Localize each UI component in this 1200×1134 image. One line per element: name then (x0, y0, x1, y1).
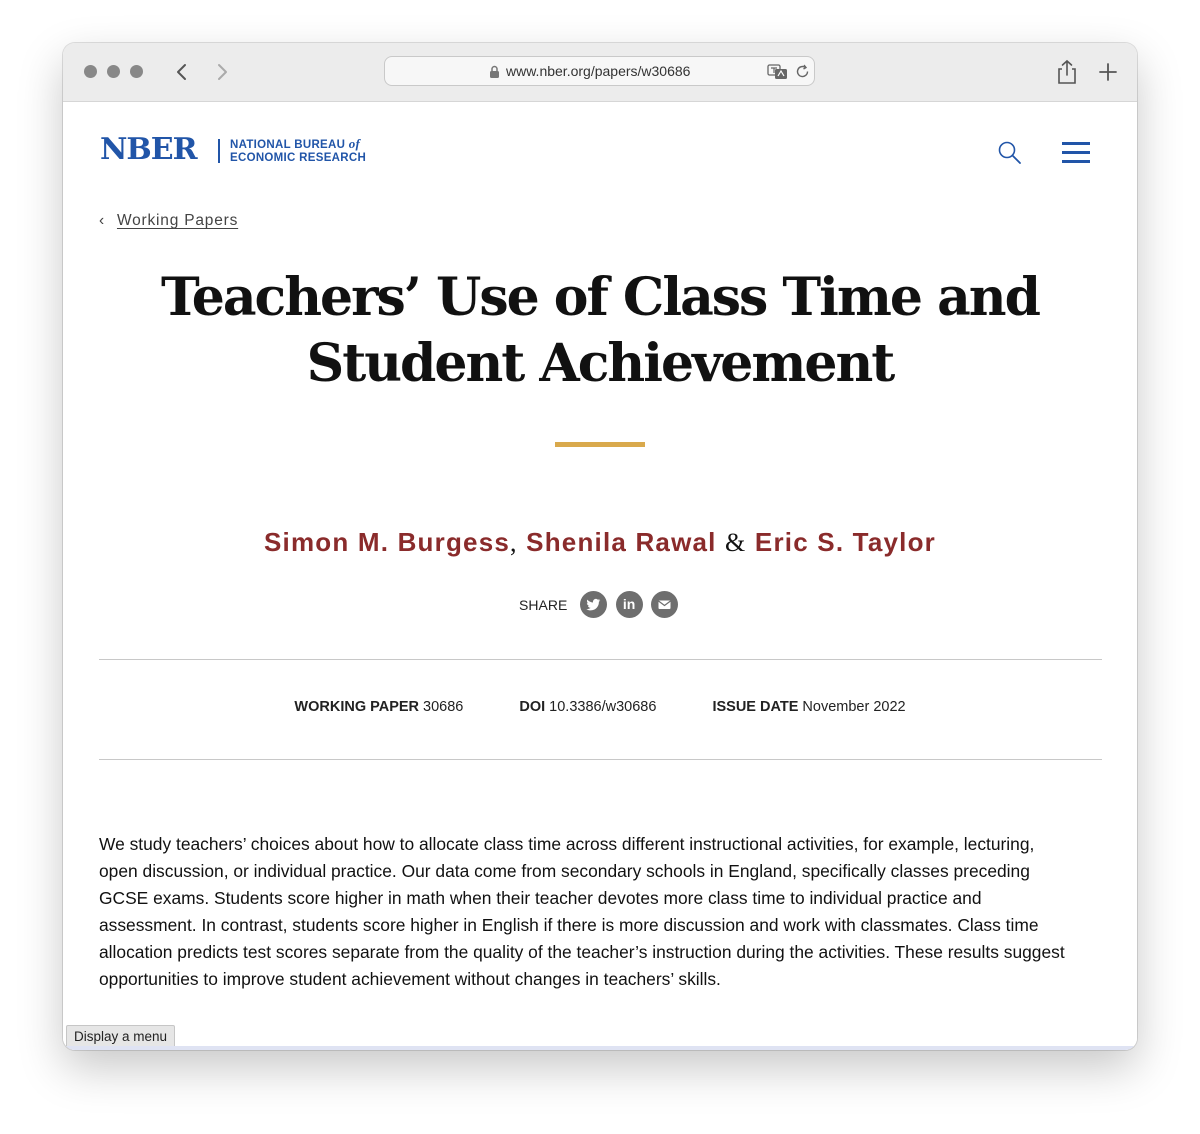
abstract-line: GCSE exams. Students score higher in math when their teacher devotes more class time to individual practice and (99, 888, 982, 908)
tooltip: Display a menu (66, 1025, 175, 1048)
reload-icon[interactable] (795, 64, 810, 79)
twitter-share-button[interactable] (580, 591, 607, 618)
logo-mark: NBER (100, 132, 197, 167)
logo-line1: NATIONAL BUREAU (230, 139, 346, 151)
web-page (63, 102, 1137, 1050)
search-icon[interactable] (997, 140, 1023, 166)
abstract-line: We study teachers’ choices about how to allocate class time across different instructional activities, for example, lecturing, (99, 834, 1035, 854)
author-separator: & (725, 528, 747, 557)
author-link[interactable]: Shenila Rawal (526, 527, 717, 557)
divider-top (99, 659, 1102, 660)
author-list (63, 527, 1137, 558)
new-tab-icon[interactable] (1097, 59, 1119, 85)
logo-line2: ECONOMIC RESEARCH (230, 152, 367, 164)
translate-icon[interactable] (767, 64, 789, 80)
address-bar[interactable] (384, 56, 815, 86)
logo-of: of (348, 136, 361, 151)
back-arrow-icon[interactable] (169, 59, 195, 85)
abstract-line: assessment. In contrast, students score higher in English if there is more discussion and work with classmates. Class time (99, 915, 1039, 935)
chevron-left-icon: ‹ (99, 212, 105, 229)
window-close-button[interactable] (84, 65, 97, 78)
share-page-icon[interactable] (1056, 59, 1078, 85)
logo-divider (218, 139, 220, 163)
linkedin-icon: in (622, 596, 636, 612)
linkedin-share-button[interactable] (616, 591, 643, 618)
logo-name (230, 137, 366, 165)
abstract-line: opportunities to improve student achievement without changes in teachers’ skills. (99, 969, 721, 989)
paper-title-line1: Teachers’ Use of Class Time and (161, 267, 1039, 328)
page-bottom-strip (63, 1046, 1137, 1050)
hamburger-menu-icon[interactable] (1062, 140, 1092, 166)
window-minimize-button[interactable] (107, 65, 120, 78)
breadcrumb-working-papers-link[interactable]: Working Papers (116, 212, 239, 229)
doi: DOI 10.3386/w30686 (519, 699, 657, 715)
nber-logo[interactable] (100, 132, 367, 167)
share-bar (63, 591, 1137, 618)
email-share-button[interactable] (651, 591, 678, 618)
title-accent-bar (555, 442, 645, 447)
share-label: SHARE (519, 596, 568, 613)
issue-date: ISSUE DATE November 2022 (712, 699, 906, 715)
twitter-icon (580, 591, 607, 618)
author-link[interactable]: Simon M. Burgess (264, 527, 511, 557)
abstract-line: allocation predicts test scores separate from the quality of the teacher’s instruction during the activities. These results suggest (99, 942, 1065, 962)
abstract-line: open discussion, or individual practice. Our data come from secondary schools in England, specifically classes preceding (99, 861, 1030, 881)
address-url: www.nber.org/papers/w30686 (506, 63, 691, 79)
abstract (99, 831, 1109, 993)
author-link[interactable]: Eric S. Taylor (754, 527, 936, 557)
paper-title (123, 265, 1077, 397)
forward-arrow-icon[interactable] (209, 59, 235, 85)
breadcrumb (99, 212, 238, 230)
window-zoom-button[interactable] (130, 65, 143, 78)
author-separator: , (510, 528, 518, 557)
paper-title-line2: Student Achievement (306, 333, 894, 394)
divider-bottom (99, 759, 1102, 760)
email-icon (651, 591, 678, 618)
lock-icon (489, 65, 500, 79)
browser-window (63, 43, 1137, 1050)
browser-toolbar (63, 43, 1137, 102)
paper-metadata (63, 699, 1137, 715)
working-paper-number: WORKING PAPER 30686 (294, 699, 464, 715)
